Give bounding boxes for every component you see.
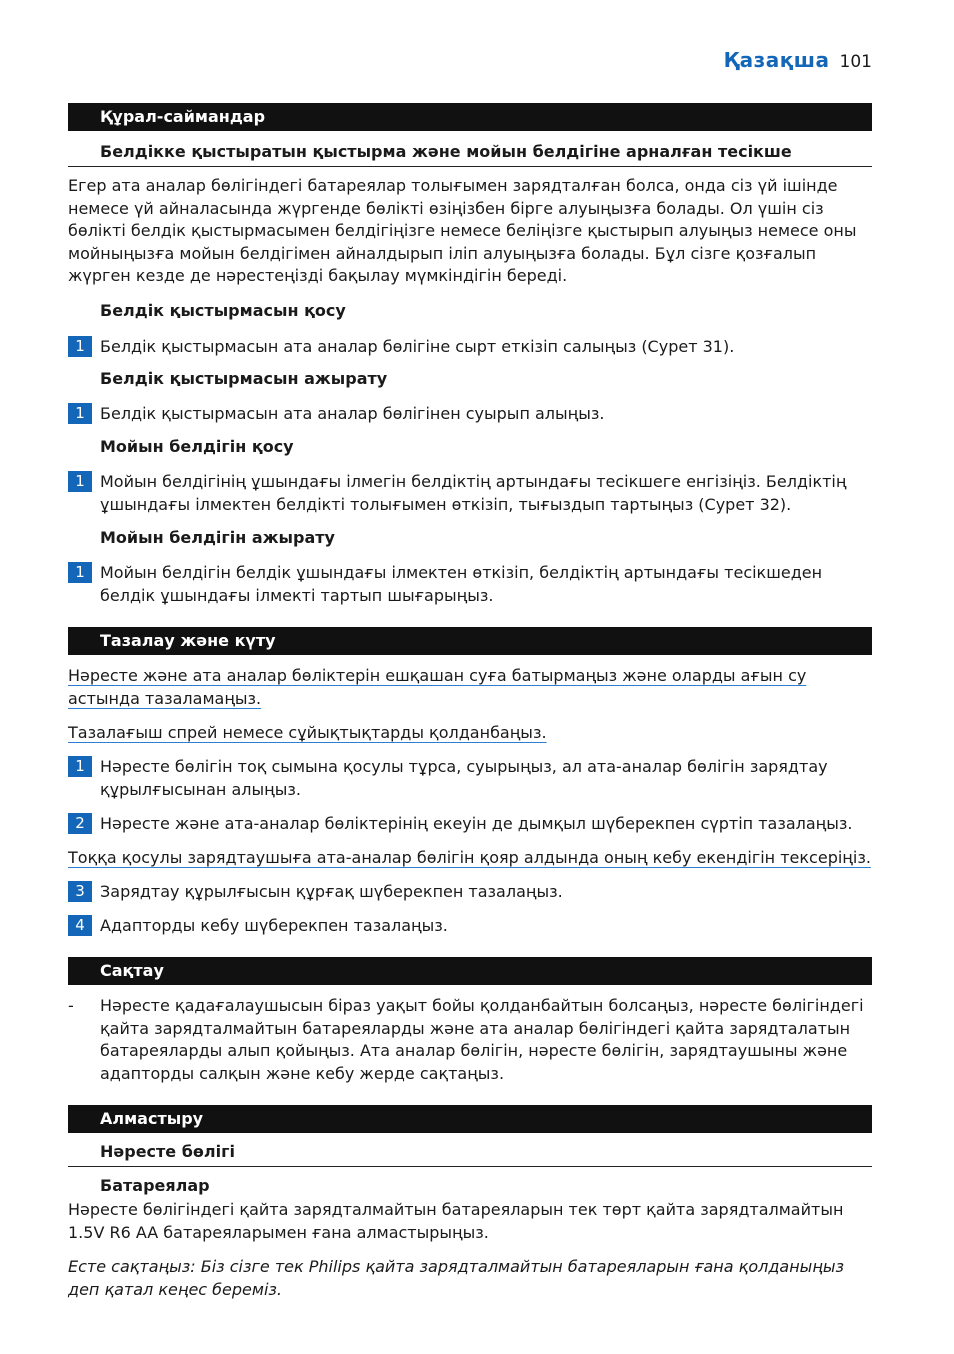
- heading-attach-clip: Белдік қыстырмасын қосу: [100, 301, 346, 320]
- subsection-title-clip-strap: Белдікке қыстыратын қыстырма және мойын белдігіне арналған тесікше: [100, 142, 792, 161]
- step-number: 1: [68, 471, 92, 492]
- step-text: Белдік қыстырмасын ата аналар бөлігіне сырт еткізіп салыңыз (Сурет 31).: [100, 337, 735, 356]
- subsection-rule: [68, 166, 872, 167]
- cleaning-warning-dry: Тоққа қосулы зарядтаушыға ата-аналар бөлігін қояр алдында оның кебу екендігін тексеріңіз.: [68, 848, 871, 867]
- batteries-paragraph: Нәресте бөлігіндегі қайта зарядталмайтын батареяларын тек төрт қайта зарядталмайтын 1.5V R6 AA батареяларымен ғана алмастырыңыз.: [68, 1200, 844, 1242]
- step-text: Мойын белдігін белдік ұшындағы ілмектен өткізіп, белдіктің артындағы тесікшеден белдік ұшындағы ілмекті тартып шығарыңыз.: [100, 563, 823, 605]
- tools-intro-paragraph: Егер ата аналар бөлігіндегі батареялар толығымен зарядталған болса, онда сіз үй ішінде немесе үй айналасында жүргенде бөлікті өзіңізбен бірге алуыңызға болады. Ол үшін сіз бөлікті белдік қыстырмасымен белдігіңізге немесе беліңізге қыстырып алуыңыз немесе оны мойныңызға мойын белдігімен айналдырып іліп алуыңызға болады. Бұл сізге қозғалып жүрген кезде де нәрестеңізді бақылау мүмкіндігін береді.: [68, 176, 857, 285]
- step-number: 1: [68, 336, 92, 357]
- step-text: Адапторды кебу шүберекпен тазалаңыз.: [100, 916, 448, 935]
- step-number: 1: [68, 403, 92, 424]
- heading-detach-strap: Мойын белдігін ажырату: [100, 528, 335, 547]
- heading-attach-strap: Мойын белдігін қосу: [100, 437, 294, 456]
- page-number: 101: [839, 52, 872, 72]
- section-title-tools: Құрал-саймандар: [68, 103, 872, 131]
- page-header: [724, 48, 872, 76]
- step-text: Зарядтау құрылғысын құрғақ шүберекпен тазалаңыз.: [100, 882, 563, 901]
- step-attach-clip: [68, 336, 876, 359]
- step-attach-strap: [68, 471, 876, 516]
- step-detach-clip: [68, 403, 876, 426]
- section-title-cleaning: Тазалау және күту: [68, 627, 872, 655]
- step-text: Нәресте және ата-аналар бөліктерінің екеуін де дымқыл шүберекпен сүртіп тазалаңыз.: [100, 814, 853, 833]
- cleaning-warning-spray: Тазалағыш спрей немесе сұйықтықтарды қолданбаңыз.: [68, 723, 547, 742]
- heading-batteries: Батареялар: [100, 1176, 210, 1195]
- step-text: Нәресте бөлігін тоқ сымына қосулы тұрса, суырыңыз, ал ата-аналар бөлігін зарядтау құрылғысынан алыңыз.: [100, 757, 828, 799]
- step-number: 4: [68, 915, 92, 936]
- section-title-replacement: Алмастыру: [68, 1105, 872, 1133]
- heading-detach-clip: Белдік қыстырмасын ажырату: [100, 369, 388, 388]
- step-detach-strap: [68, 562, 876, 607]
- subsection-title-baby-unit: Нәресте бөлігі: [100, 1142, 235, 1161]
- batteries-note: Есте сақтаңыз: Біз сізге тек Philips қайта зарядталмайтын батареяларын ғана қолданыңыз деп қатал кеңес береміз.: [68, 1257, 845, 1299]
- step-number: 2: [68, 813, 92, 834]
- section-title-storage: Сақтау: [68, 957, 872, 985]
- step-number: 1: [68, 756, 92, 777]
- step-text: Белдік қыстырмасын ата аналар бөлігінен суырып алыңыз.: [100, 404, 605, 423]
- step-number: 1: [68, 562, 92, 583]
- cleaning-step-1: [68, 756, 876, 801]
- list-dash: -: [68, 996, 74, 1015]
- step-number: 3: [68, 881, 92, 902]
- cleaning-warning-water: Нәресте және ата аналар бөліктерін ешқашан суға батырмаңыз және оларды ағын су астында тазаламаңыз.: [68, 666, 807, 708]
- cleaning-step-4: [68, 915, 876, 938]
- cleaning-step-3: [68, 881, 876, 904]
- subsection-rule: [68, 1166, 872, 1167]
- language-label: Қазақша: [723, 48, 830, 72]
- step-text: Мойын белдігінің ұшындағы ілмегін белдіктің артындағы тесікшеге енгізіңіз. Белдіктің ұшындағы ілмектен белдікті толығымен өткізіп, тығыздып тартыңыз (Сурет 32).: [100, 472, 847, 514]
- cleaning-step-2: [68, 813, 876, 836]
- storage-paragraph: Нәресте қадағалаушысын біраз уақыт бойы қолданбайтын болсаңыз, нәресте бөлігіндегі қайта зарядталмайтын батареяларды және ата аналар бөлігіндегі қайта зарядталатын батареяларды алып қойыңыз. Ата аналар бөлігін, нәресте бөлігін, зарядтаушыны және адапторды салқын және кебу жерде сақтаңыз.: [100, 996, 864, 1083]
